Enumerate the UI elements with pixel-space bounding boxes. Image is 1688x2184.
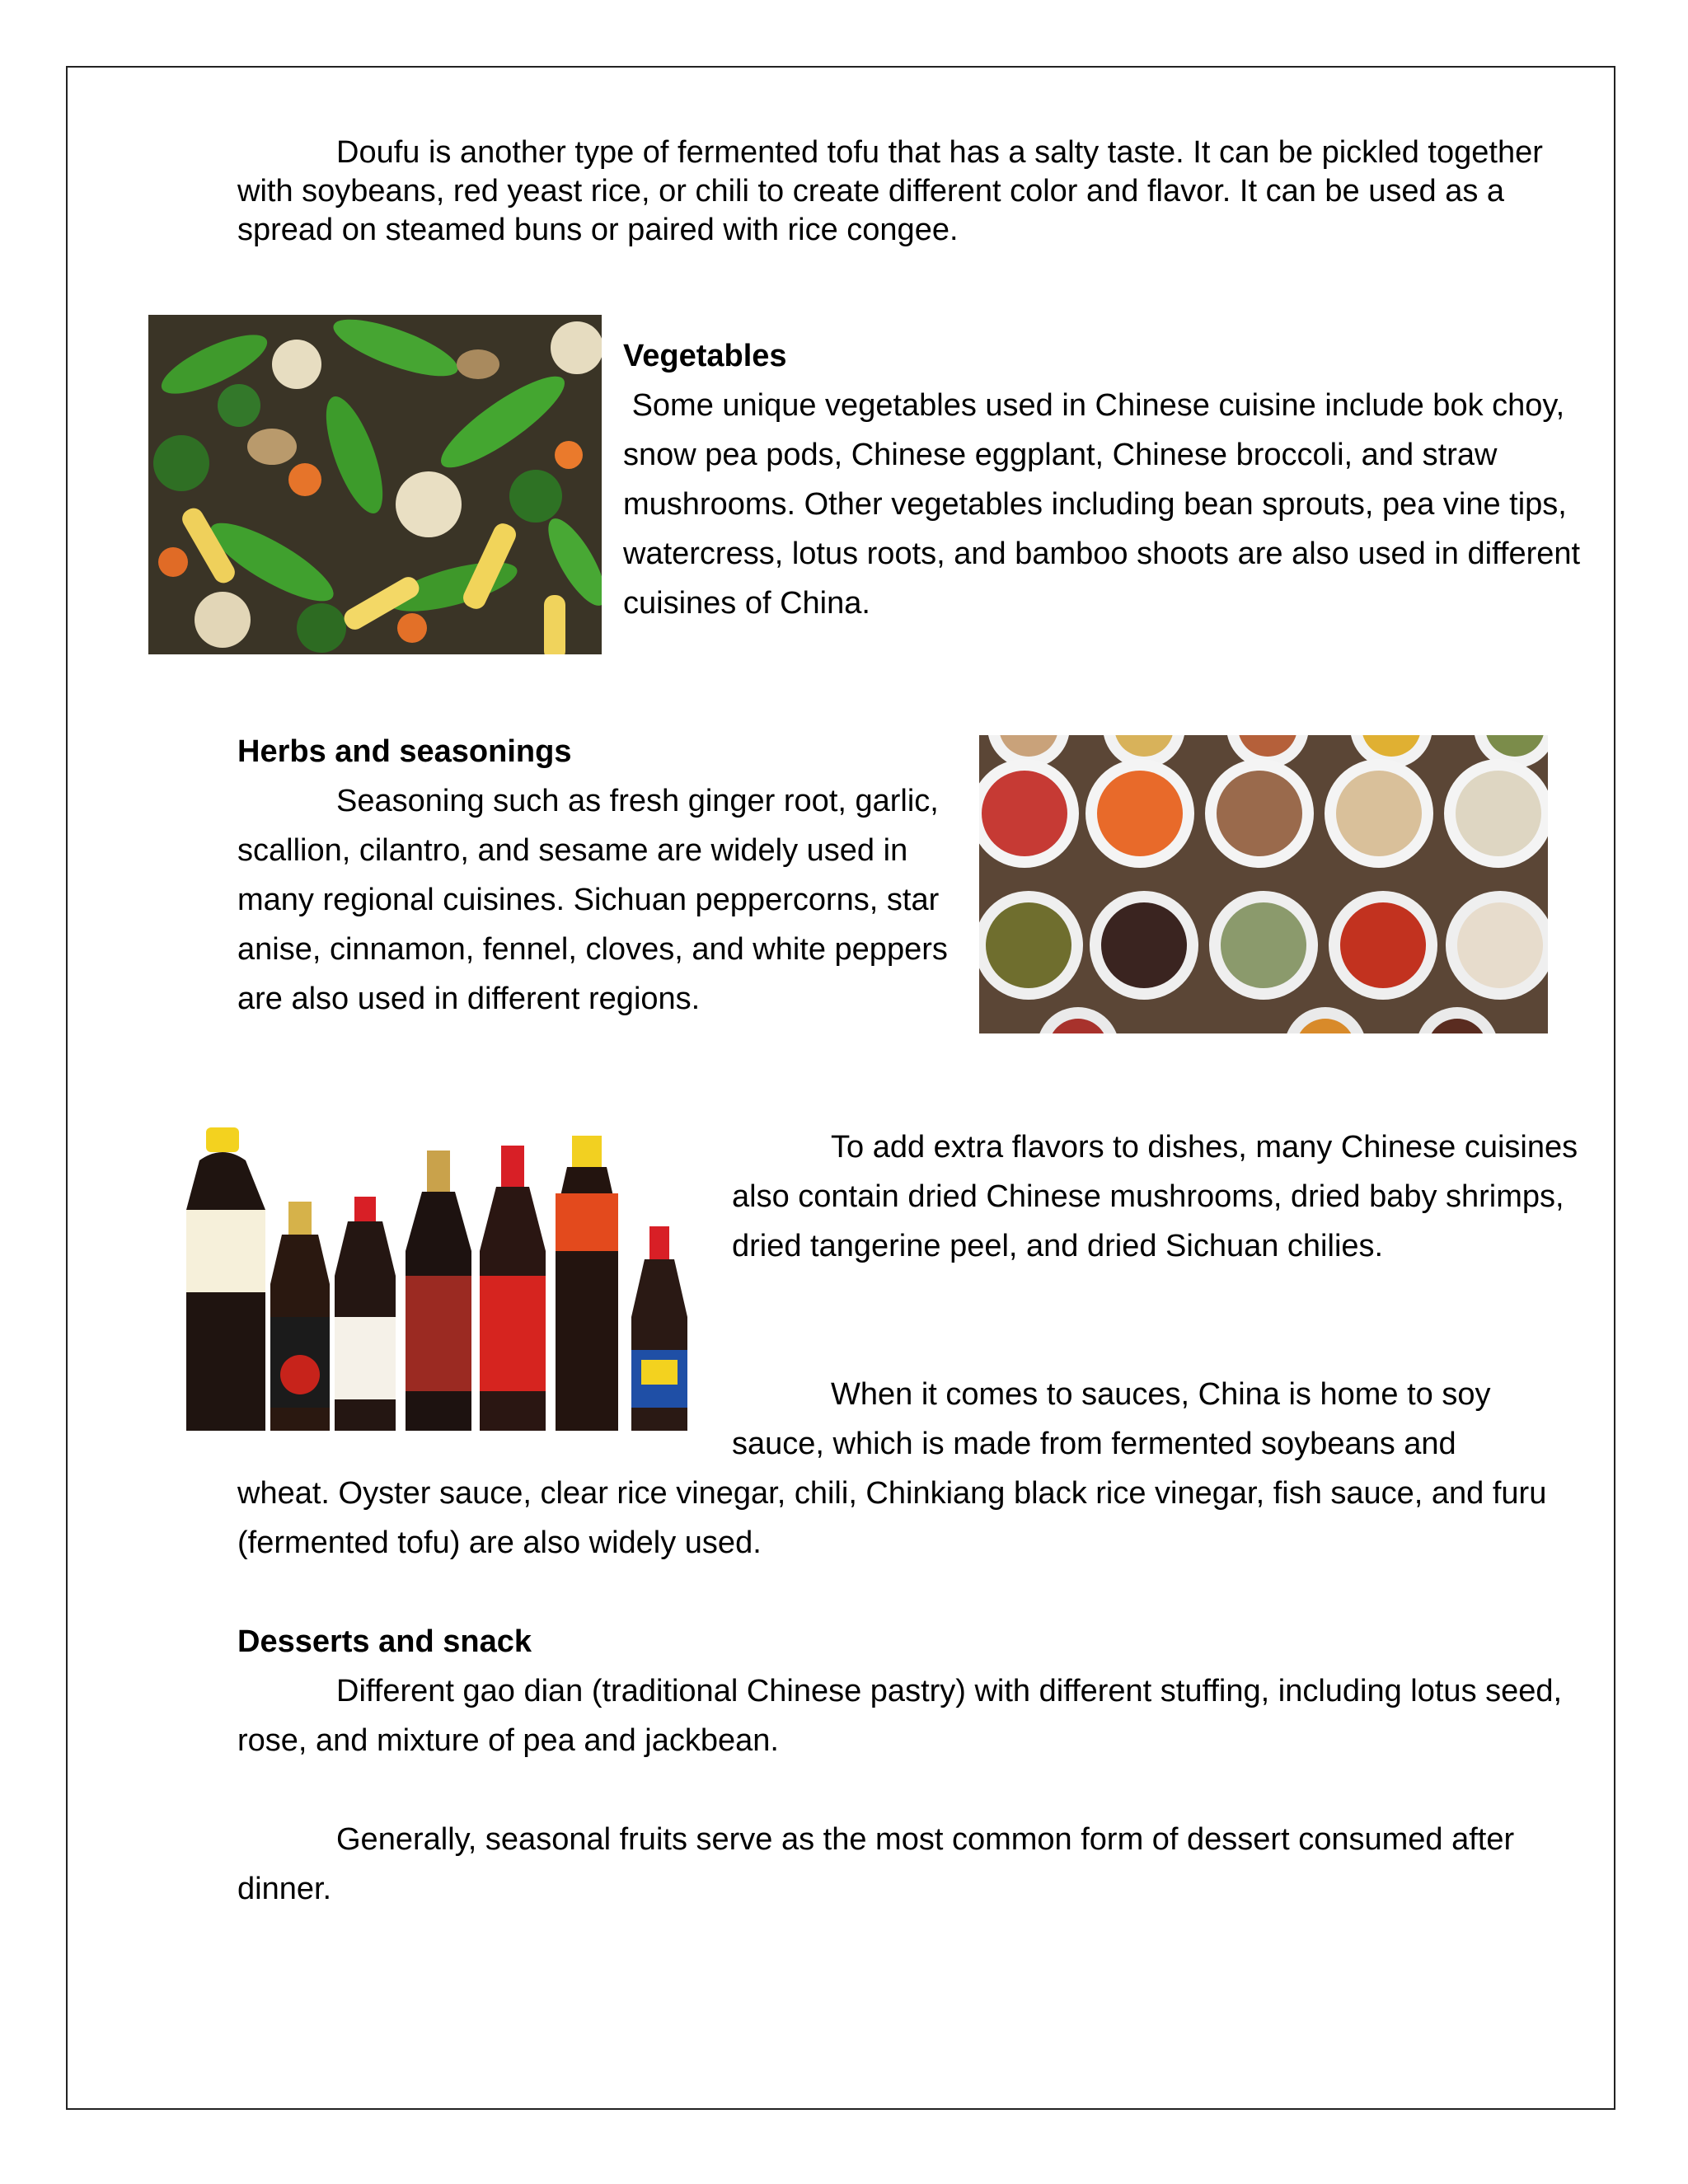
desserts-text: Different gao dian (traditional Chinese pastry) with different stuffing, including lotus seed, rose, and mixture of pea and jackbean. (237, 1674, 1563, 1758)
doufu-text: Doufu is another type of fermented tofu that has a salty taste. It can be pickled together with soybeans, red yeast rice, or chili to create different color and flavor. It can be used as a spread on steamed buns or paired with rice congee. (237, 135, 1543, 247)
desserts-paragraph (237, 1666, 1589, 1765)
desserts-heading: Desserts and snack (237, 1624, 532, 1659)
vegetables-illustration (148, 315, 602, 654)
doufu-paragraph (237, 134, 1573, 250)
stir-fried-vegetables-photo (148, 315, 602, 654)
vegetables-paragraph: Some unique vegetables used in Chinese cuisine include bok choy, snow pea pods, Chinese eggplant, Chinese broccoli, and straw mushrooms. Other vegetables including bean sprouts, pea vine tips, watercress, lotus roots, and bamboo shoots are also used in different cuisines of China. (623, 388, 1589, 621)
vegetables-heading: Vegetables (623, 339, 787, 373)
fruits-paragraph (237, 1815, 1606, 1914)
dried-ingredients-paragraph (732, 1122, 1589, 1271)
sauces-paragraph-end: wheat. Oyster sauce, clear rice vinegar, chili, Chinkiang black rice vinegar, fish sauce, and furu (fermented tofu) are also widely used. (237, 1476, 1547, 1560)
sauces-paragraph-start (732, 1370, 1589, 1469)
spices-illustration (979, 735, 1548, 1033)
sauces-text-start: When it comes to sauces, China is home to soy sauce, which is made from fermented soybeans and (732, 1377, 1491, 1461)
dried-ingredients-text: To add extra flavors to dishes, many Chinese cuisines also contain dried Chinese mushrooms, dried baby shrimps, dried tangerine peel, and dried Sichuan chilies. (732, 1130, 1578, 1263)
herbs-heading: Herbs and seasonings (237, 734, 572, 769)
fruits-text: Generally, seasonal fruits serve as the most common form of dessert consumed after dinner. (237, 1822, 1515, 1906)
sauce-bottles-photo (183, 1127, 719, 1441)
herbs-paragraph (237, 776, 963, 1024)
herbs-text: Seasoning such as fresh ginger root, garlic, scallion, cilantro, and sesame are widely used in many regional cuisines. Sichuan peppercorns, star anise, cinnamon, fennel, cloves, and white peppers are also used in different regions. (237, 784, 948, 1016)
sauces-illustration (183, 1127, 719, 1441)
spice-bowls-photo (979, 735, 1548, 1033)
